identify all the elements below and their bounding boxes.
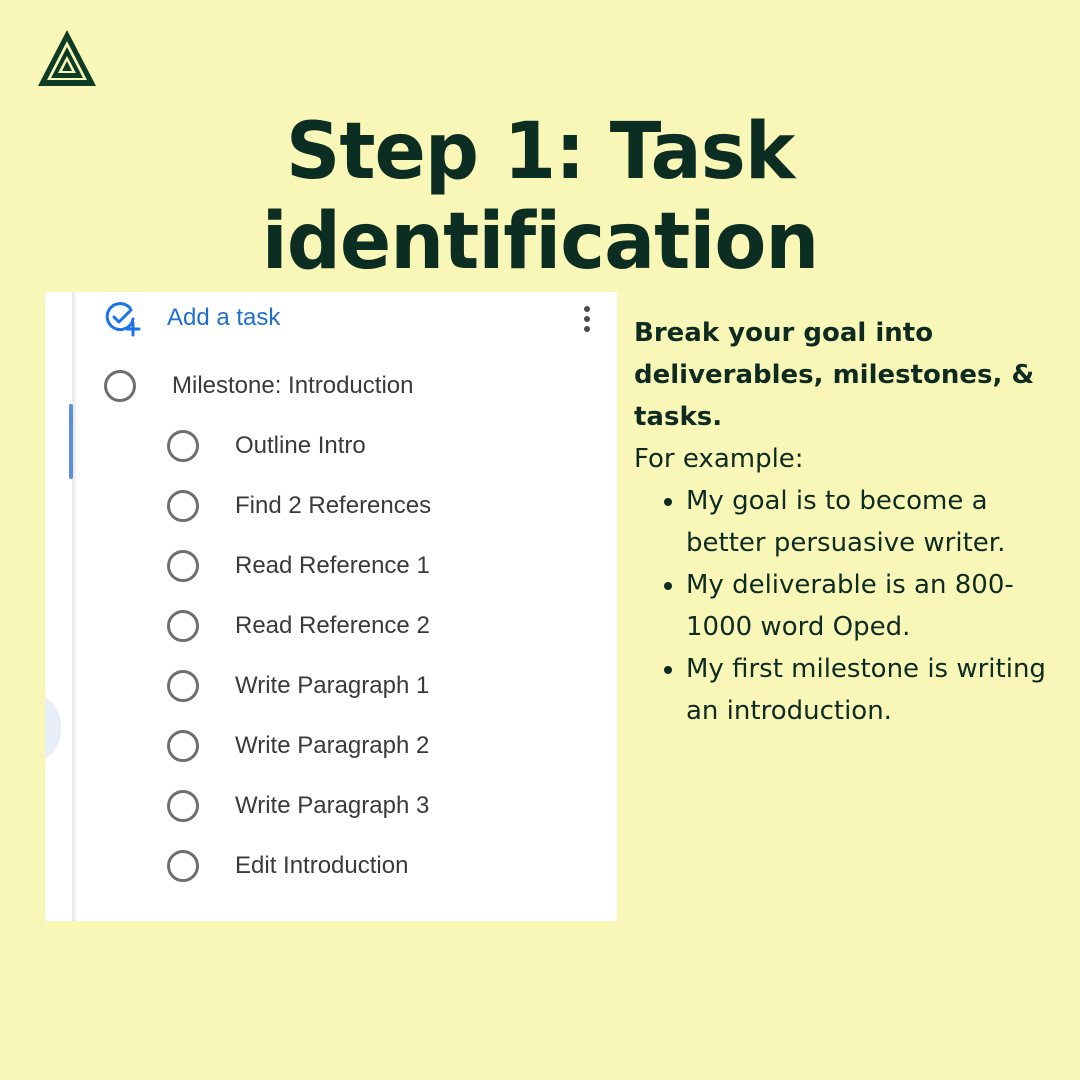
task-item[interactable] <box>167 490 431 522</box>
milestone-label: Milestone: Introduction <box>172 372 414 399</box>
complete-checkbox-icon[interactable] <box>167 730 199 762</box>
more-options-icon[interactable] <box>577 304 597 334</box>
task-item[interactable] <box>167 670 429 702</box>
task-item[interactable] <box>167 850 408 882</box>
add-task-button[interactable] <box>103 298 280 338</box>
complete-checkbox-icon[interactable] <box>167 670 199 702</box>
task-label: Write Paragraph 3 <box>235 792 430 819</box>
list-item: • My deliverable is an 800-1000 word Oped. <box>686 564 1054 648</box>
task-item[interactable] <box>167 550 430 582</box>
task-item[interactable] <box>167 790 429 822</box>
task-label: Read Reference 1 <box>235 552 430 579</box>
task-item[interactable] <box>167 430 366 462</box>
lead-text: Break your goal into deliverables, milestones, & tasks. <box>634 318 1035 432</box>
side-highlight <box>45 696 61 760</box>
active-indicator <box>69 404 73 479</box>
add-task-icon <box>103 299 141 337</box>
task-item[interactable] <box>167 610 430 642</box>
panel-divider <box>72 292 76 921</box>
complete-checkbox-icon[interactable] <box>167 550 199 582</box>
task-label: Find 2 References <box>235 492 432 519</box>
explanation-block <box>634 312 1054 732</box>
complete-checkbox-icon[interactable] <box>167 790 199 822</box>
task-label: Read Reference 2 <box>235 612 430 639</box>
list-item: • My goal is to become a better persuasive writer. <box>686 480 1054 564</box>
complete-checkbox-icon[interactable] <box>167 430 199 462</box>
complete-checkbox-icon[interactable] <box>167 850 199 882</box>
task-label: Write Paragraph 1 <box>235 672 430 699</box>
add-task-label: Add a task <box>167 304 281 331</box>
task-item[interactable] <box>167 730 429 762</box>
tasks-panel <box>45 292 617 921</box>
example-label: For example: <box>634 444 804 474</box>
logo-icon <box>36 28 98 88</box>
complete-checkbox-icon[interactable] <box>104 370 136 402</box>
example-list <box>634 480 1054 732</box>
task-label: Write Paragraph 2 <box>235 732 430 759</box>
list-item: • My first milestone is writing an introduction. <box>686 648 1054 732</box>
task-label: Edit Introduction <box>235 852 409 879</box>
complete-checkbox-icon[interactable] <box>167 490 199 522</box>
complete-checkbox-icon[interactable] <box>167 610 199 642</box>
milestone-item[interactable] <box>104 370 413 402</box>
page-title: Step 1: Task identification <box>261 107 819 287</box>
task-label: Outline Intro <box>235 432 366 459</box>
